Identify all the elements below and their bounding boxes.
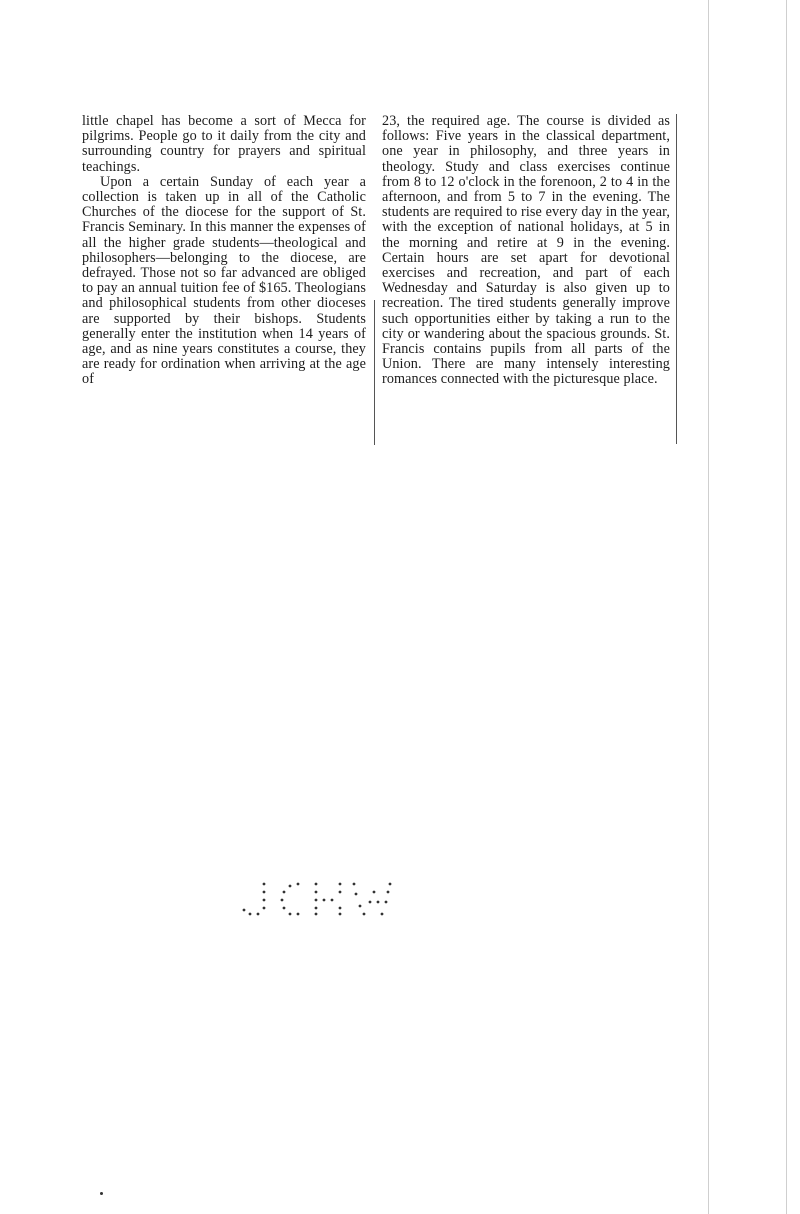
right-paragraph-course: 23, the required age. The course is divided as follows: Five years in the classical department, one year in philosophy, and three years in theology. Study and class exercises continue from 8 to 12 o'clock in the forenoon, 2 to 4 in the afternoon, and from 5 to 7 in the evening. The students are required to rise every day in the year, with the exception of national holidays, at 5 in the morning and retire at 9 in the evening. Certain hours are set apart for devotional exercises and recreation, and part of each Wednesday and Saturday is also given up to recreation. The tired students generally improve such opportunities either by taking a run to the city or wandering about the spacious grounds. St. Francis contains pupils from all parts of the Union. There are many intensely interesting romances connected with the picturesque place. [382, 113, 670, 388]
left-paragraph-continued: little chapel has become a sort of Mecca for pilgrims. People go to it daily from the city and surrounding country for prayers and spiritual teachings. [82, 113, 366, 175]
article-left-column [82, 114, 366, 388]
perforation-stamp [236, 880, 392, 920]
column-rule-right [676, 114, 677, 444]
page-fold-line-outer [786, 0, 787, 1214]
page-fold-line [708, 0, 709, 1214]
ink-speck [100, 1192, 103, 1195]
left-paragraph-collection: Upon a certain Sunday of each year a collection is taken up in all of the Catholic Churches of the diocese for the support of St. Francis Seminary. In this manner the expenses of all the higher grade students—theological and philosophers—belonging to the diocese, are defrayed. Those not so far advanced are obliged to pay an annual tuition fee of $165. Theologians and philosophical students from other dioceses are supported by their bishops. Students generally enter the institution when 14 years of age, and as nine years constitutes a course, they are ready for ordination when arriving at the age of [82, 173, 366, 388]
column-rule-left [374, 300, 375, 445]
perforation-stamp-dots [236, 880, 392, 920]
article-right-column [382, 114, 670, 388]
